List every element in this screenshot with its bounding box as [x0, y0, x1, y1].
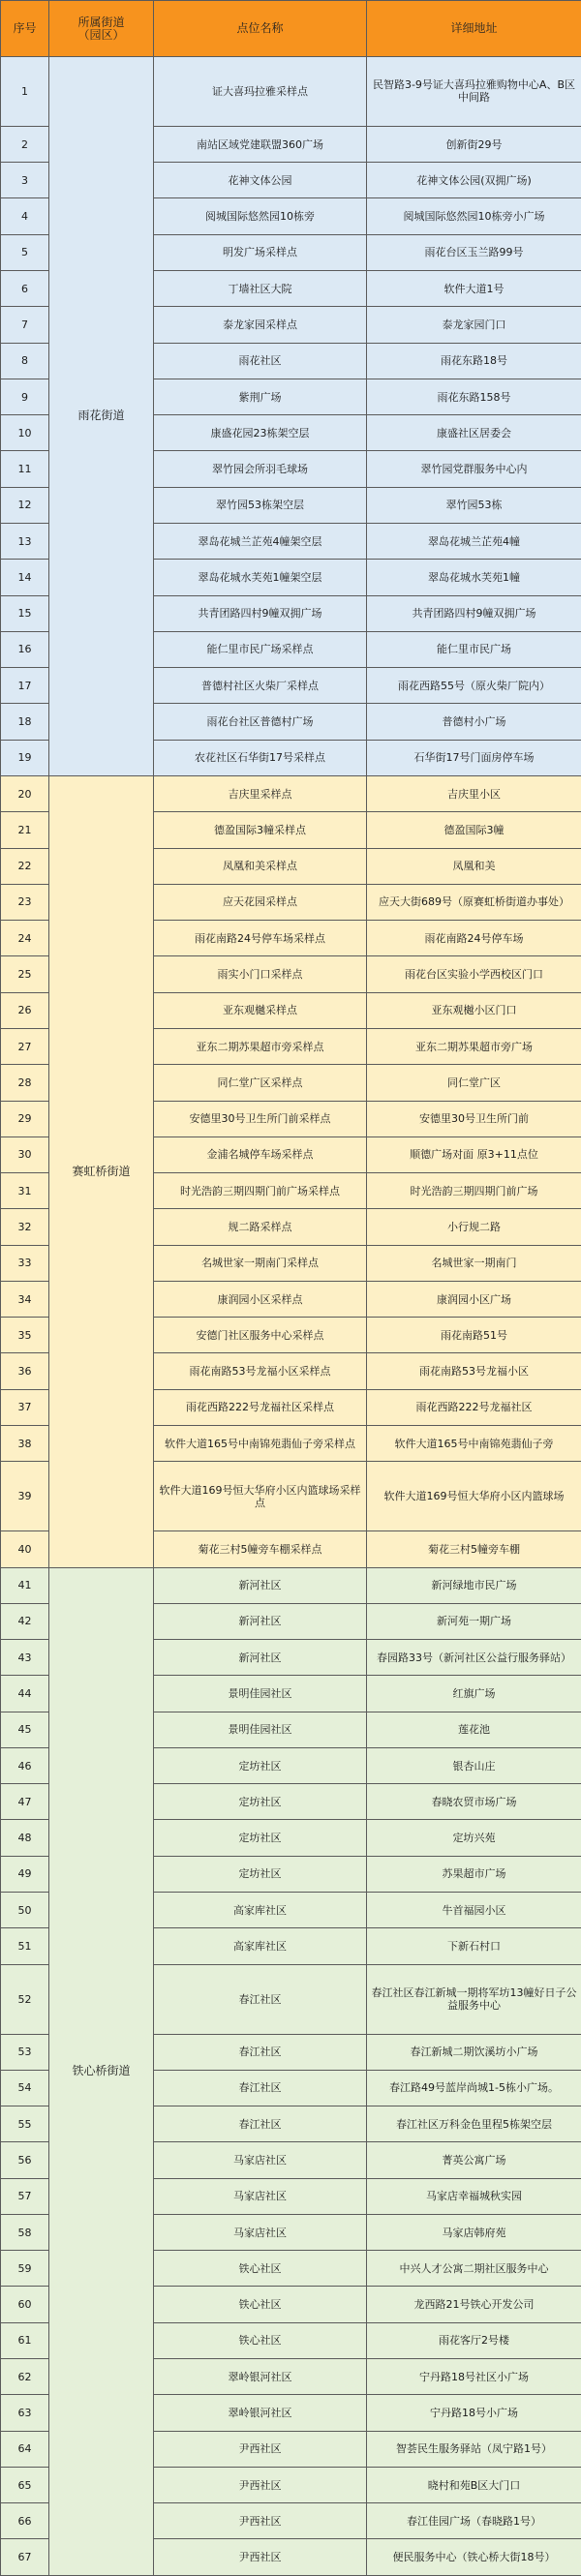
district-cell: 雨花街道 [49, 57, 154, 776]
address-cell: 中兴人才公寓二期社区服务中心 [367, 2251, 581, 2287]
row-number: 8 [1, 343, 49, 379]
header-address: 详细地址 [367, 1, 581, 57]
address-cell: 新河绿地市民广场 [367, 1567, 581, 1603]
site-name-cell: 高家库社区 [154, 1928, 367, 1964]
table-header-row [1, 1, 581, 57]
site-name-cell: 菊花三村5幢旁车棚采样点 [154, 1531, 367, 1567]
address-cell: 名城世家一期南门 [367, 1245, 581, 1281]
header-district: 所属街道 （园区） [49, 1, 154, 57]
site-name-cell: 康润园小区采样点 [154, 1281, 367, 1317]
address-cell: 宁丹路18号小广场 [367, 2395, 581, 2431]
address-cell: 能仁里市民广场 [367, 631, 581, 667]
address-cell: 小行规二路 [367, 1209, 581, 1245]
row-number: 49 [1, 1856, 49, 1892]
address-cell: 新河苑一期广场 [367, 1603, 581, 1639]
row-number: 28 [1, 1065, 49, 1101]
row-number: 42 [1, 1603, 49, 1639]
site-name-cell: 能仁里市民广场采样点 [154, 631, 367, 667]
site-name-cell: 定坊社区 [154, 1784, 367, 1820]
address-cell: 龙西路21号铁心开发公司 [367, 2287, 581, 2322]
site-name-cell: 明发广场采样点 [154, 234, 367, 270]
row-number: 16 [1, 631, 49, 667]
row-number: 61 [1, 2322, 49, 2358]
district-cell: 赛虹桥街道 [49, 775, 154, 1567]
row-number: 56 [1, 2142, 49, 2178]
row-number: 3 [1, 163, 49, 198]
row-number: 11 [1, 451, 49, 487]
site-name-cell: 安德里30号卫生所门前采样点 [154, 1101, 367, 1136]
row-number: 40 [1, 1531, 49, 1567]
site-name-cell: 翠岭银河社区 [154, 2395, 367, 2431]
address-cell: 亚东二期苏果超市旁广场 [367, 1028, 581, 1064]
row-number: 39 [1, 1462, 49, 1531]
address-cell: 泰龙家园门口 [367, 307, 581, 343]
row-number: 21 [1, 812, 49, 848]
site-name-cell: 凤凰和美采样点 [154, 848, 367, 884]
row-number: 54 [1, 2070, 49, 2106]
site-name-cell: 雨实小门口采样点 [154, 956, 367, 992]
address-cell: 翠岛花城水芙苑1幢 [367, 560, 581, 595]
row-number: 66 [1, 2503, 49, 2539]
site-name-cell: 雨花社区 [154, 343, 367, 379]
site-name-cell: 景明佳园社区 [154, 1676, 367, 1712]
site-name-cell: 农花社区石华街17号采样点 [154, 740, 367, 775]
site-name-cell: 定坊社区 [154, 1820, 367, 1856]
row-number: 27 [1, 1028, 49, 1064]
site-name-cell: 软件大道165号中南锦苑翡仙子旁采样点 [154, 1426, 367, 1462]
address-cell: 阅城国际悠然园10栋旁小广场 [367, 198, 581, 234]
site-name-cell: 雨花西路222号龙福社区采样点 [154, 1389, 367, 1425]
row-number: 37 [1, 1389, 49, 1425]
row-number: 26 [1, 992, 49, 1028]
address-cell: 创新街29号 [367, 126, 581, 162]
row-number: 63 [1, 2395, 49, 2431]
row-number: 35 [1, 1318, 49, 1353]
site-name-cell: 应天花园采样点 [154, 884, 367, 920]
row-number: 65 [1, 2467, 49, 2502]
address-cell: 亚东观樾小区门口 [367, 992, 581, 1028]
address-cell: 春江社区万科金色里程5栋架空层 [367, 2106, 581, 2142]
row-number: 67 [1, 2539, 49, 2576]
row-number: 46 [1, 1747, 49, 1783]
row-number: 47 [1, 1784, 49, 1820]
row-number: 60 [1, 2287, 49, 2322]
address-cell: 民智路3-9号证大喜玛拉雅购物中心A、B区中间路 [367, 57, 581, 127]
address-cell: 软件大道165号中南锦苑翡仙子旁 [367, 1426, 581, 1462]
row-number: 4 [1, 198, 49, 234]
address-cell: 雨花西路222号龙福社区 [367, 1389, 581, 1425]
address-cell: 软件大道169号恒大华府小区内篮球场 [367, 1462, 581, 1531]
row-number: 58 [1, 2214, 49, 2250]
address-cell: 吉庆里小区 [367, 775, 581, 811]
site-name-cell: 翠竹园53栋架空层 [154, 487, 367, 523]
site-name-cell: 雨花南路24号停车场采样点 [154, 921, 367, 956]
row-number: 55 [1, 2106, 49, 2142]
row-number: 32 [1, 1209, 49, 1245]
site-name-cell: 时光浩韵三期四期门前广场采样点 [154, 1173, 367, 1209]
address-cell: 雨花南路53号龙福小区 [367, 1353, 581, 1389]
address-cell: 定坊兴苑 [367, 1820, 581, 1856]
address-cell: 凤凰和美 [367, 848, 581, 884]
site-name-cell: 新河社区 [154, 1603, 367, 1639]
site-name-cell: 共青团路四村9幢双拥广场 [154, 595, 367, 631]
row-number: 52 [1, 1964, 49, 2034]
site-name-cell: 新河社区 [154, 1640, 367, 1676]
address-cell: 马家店幸福城秋实园 [367, 2178, 581, 2214]
address-cell: 春园路33号（新河社区公益行服务驿站） [367, 1640, 581, 1676]
address-cell: 宁丹路18号社区小广场 [367, 2359, 581, 2395]
address-cell: 便民服务中心（铁心桥大街18号） [367, 2539, 581, 2576]
site-name-cell: 吉庆里采样点 [154, 775, 367, 811]
address-cell: 共青团路四村9幢双拥广场 [367, 595, 581, 631]
row-number: 43 [1, 1640, 49, 1676]
table-body [1, 57, 581, 2576]
row-number: 31 [1, 1173, 49, 1209]
row-number: 48 [1, 1820, 49, 1856]
site-name-cell: 春江社区 [154, 2106, 367, 2142]
row-number: 17 [1, 668, 49, 704]
row-number: 18 [1, 704, 49, 740]
site-name-cell: 铁心社区 [154, 2251, 367, 2287]
address-cell: 银杏山庄 [367, 1747, 581, 1783]
site-name-cell: 南站区域党建联盟360广场 [154, 126, 367, 162]
address-cell: 雨花南路51号 [367, 1318, 581, 1353]
address-cell: 时光浩韵三期四期门前广场 [367, 1173, 581, 1209]
row-number: 9 [1, 379, 49, 414]
address-cell: 春江佳园广场（春晓路1号） [367, 2503, 581, 2539]
address-cell: 石华街17号门面房停车场 [367, 740, 581, 775]
row-number: 51 [1, 1928, 49, 1964]
site-name-cell: 紫荆广场 [154, 379, 367, 414]
site-name-cell: 翠岛花城兰芷苑4幢架空层 [154, 524, 367, 560]
site-name-cell: 春江社区 [154, 2034, 367, 2070]
address-cell: 康润园小区广场 [367, 1281, 581, 1317]
address-cell: 莲花池 [367, 1712, 581, 1747]
row-number: 64 [1, 2431, 49, 2467]
site-name-cell: 阅城国际悠然园10栋旁 [154, 198, 367, 234]
row-number: 45 [1, 1712, 49, 1747]
address-cell: 雨花南路24号停车场 [367, 921, 581, 956]
address-cell: 雨花西路55号（原火柴厂院内） [367, 668, 581, 704]
site-name-cell: 定坊社区 [154, 1747, 367, 1783]
site-name-cell: 高家库社区 [154, 1893, 367, 1928]
site-name-cell: 尹西社区 [154, 2467, 367, 2502]
address-cell: 春晓农贸市场广场 [367, 1784, 581, 1820]
address-cell: 雨花东路18号 [367, 343, 581, 379]
site-name-cell: 亚东二期苏果超市旁采样点 [154, 1028, 367, 1064]
row-number: 14 [1, 560, 49, 595]
address-cell: 雨花客厅2号楼 [367, 2322, 581, 2358]
site-name-cell: 金浦名城停车场采样点 [154, 1136, 367, 1172]
row-number: 53 [1, 2034, 49, 2070]
table-row [1, 775, 581, 811]
site-name-cell: 德盈国际3幢采样点 [154, 812, 367, 848]
site-name-cell: 新河社区 [154, 1567, 367, 1603]
row-number: 29 [1, 1101, 49, 1136]
site-name-cell: 春江社区 [154, 1964, 367, 2034]
address-cell: 顺德广场对面 原3+11点位 [367, 1136, 581, 1172]
address-cell: 应天大街689号（原赛虹桥街道办事处） [367, 884, 581, 920]
row-number: 5 [1, 234, 49, 270]
row-number: 24 [1, 921, 49, 956]
site-name-cell: 铁心社区 [154, 2287, 367, 2322]
row-number: 22 [1, 848, 49, 884]
table-row [1, 57, 581, 127]
site-name-cell: 铁心社区 [154, 2322, 367, 2358]
row-number: 7 [1, 307, 49, 343]
address-cell: 菊花三村5幢旁车棚 [367, 1531, 581, 1567]
row-number: 10 [1, 415, 49, 451]
address-cell: 马家店韩府苑 [367, 2214, 581, 2250]
address-cell: 康盛社区居委会 [367, 415, 581, 451]
district-cell: 铁心桥街道 [49, 1567, 154, 2576]
address-cell: 红旗广场 [367, 1676, 581, 1712]
site-name-cell: 规二路采样点 [154, 1209, 367, 1245]
site-name-cell: 泰龙家园采样点 [154, 307, 367, 343]
row-number: 1 [1, 57, 49, 127]
row-number: 33 [1, 1245, 49, 1281]
row-number: 36 [1, 1353, 49, 1389]
site-name-cell: 花神文体公园 [154, 163, 367, 198]
site-name-cell: 同仁堂广区采样点 [154, 1065, 367, 1101]
address-cell: 晓村和苑B区大门口 [367, 2467, 581, 2502]
address-cell: 普德村小广场 [367, 704, 581, 740]
address-cell: 翠岛花城兰芷苑4幢 [367, 524, 581, 560]
row-number: 59 [1, 2251, 49, 2287]
address-cell: 安德里30号卫生所门前 [367, 1101, 581, 1136]
address-cell: 春江社区春江新城一期将军坊13幢好日子公益服务中心 [367, 1964, 581, 2034]
address-cell: 软件大道1号 [367, 271, 581, 307]
row-number: 15 [1, 595, 49, 631]
site-name-cell: 软件大道169号恒大华府小区内篮球场采样点 [154, 1462, 367, 1531]
address-cell: 春江路49号蓝岸尚城1-5栋小广场。 [367, 2070, 581, 2106]
table-row [1, 1567, 581, 1603]
site-name-cell: 翠竹园会所羽毛球场 [154, 451, 367, 487]
address-cell: 雨花台区实验小学西校区门口 [367, 956, 581, 992]
address-cell: 智荟民生服务驿站（凤宁路1号） [367, 2431, 581, 2467]
site-name-cell: 马家店社区 [154, 2142, 367, 2178]
site-name-cell: 证大喜玛拉雅采样点 [154, 57, 367, 127]
address-cell: 春江新城二期饮溪坊小广场 [367, 2034, 581, 2070]
site-name-cell: 翠岛花城水芙苑1幢架空层 [154, 560, 367, 595]
row-number: 62 [1, 2359, 49, 2395]
row-number: 30 [1, 1136, 49, 1172]
row-number: 50 [1, 1893, 49, 1928]
row-number: 25 [1, 956, 49, 992]
row-number: 6 [1, 271, 49, 307]
row-number: 12 [1, 487, 49, 523]
row-number: 2 [1, 126, 49, 162]
site-name-cell: 尹西社区 [154, 2539, 367, 2576]
address-cell: 翠竹园党群服务中心内 [367, 451, 581, 487]
site-name-cell: 名城世家一期南门采样点 [154, 1245, 367, 1281]
site-name-cell: 马家店社区 [154, 2178, 367, 2214]
row-number: 19 [1, 740, 49, 775]
site-name-cell: 春江社区 [154, 2070, 367, 2106]
site-name-cell: 景明佳园社区 [154, 1712, 367, 1747]
address-cell: 雨花台区玉兰路99号 [367, 234, 581, 270]
row-number: 57 [1, 2178, 49, 2214]
address-cell: 菁英公寓广场 [367, 2142, 581, 2178]
address-cell: 花神文体公园(双拥广场) [367, 163, 581, 198]
row-number: 38 [1, 1426, 49, 1462]
address-cell: 翠竹园53栋 [367, 487, 581, 523]
row-number: 41 [1, 1567, 49, 1603]
site-name-cell: 尹西社区 [154, 2503, 367, 2539]
site-name-cell: 雨花台社区普德村广场 [154, 704, 367, 740]
row-number: 44 [1, 1676, 49, 1712]
site-name-cell: 翠岭银河社区 [154, 2359, 367, 2395]
site-name-cell: 马家店社区 [154, 2214, 367, 2250]
header-no: 序号 [1, 1, 49, 57]
header-site: 点位名称 [154, 1, 367, 57]
address-cell: 牛首福园小区 [367, 1893, 581, 1928]
address-cell: 雨花东路158号 [367, 379, 581, 414]
address-cell: 德盈国际3幢 [367, 812, 581, 848]
address-cell: 同仁堂广区 [367, 1065, 581, 1101]
site-name-cell: 康盛花园23栋架空层 [154, 415, 367, 451]
row-number: 20 [1, 775, 49, 811]
site-name-cell: 普德村社区火柴厂采样点 [154, 668, 367, 704]
site-name-cell: 亚东观樾采样点 [154, 992, 367, 1028]
row-number: 23 [1, 884, 49, 920]
site-name-cell: 尹西社区 [154, 2431, 367, 2467]
site-name-cell: 定坊社区 [154, 1856, 367, 1892]
row-number: 13 [1, 524, 49, 560]
site-name-cell: 安德门社区服务中心采样点 [154, 1318, 367, 1353]
row-number: 34 [1, 1281, 49, 1317]
site-name-cell: 雨花南路53号龙福小区采样点 [154, 1353, 367, 1389]
address-cell: 下新石村口 [367, 1928, 581, 1964]
site-name-cell: 丁墙社区大院 [154, 271, 367, 307]
address-cell: 苏果超市广场 [367, 1856, 581, 1892]
